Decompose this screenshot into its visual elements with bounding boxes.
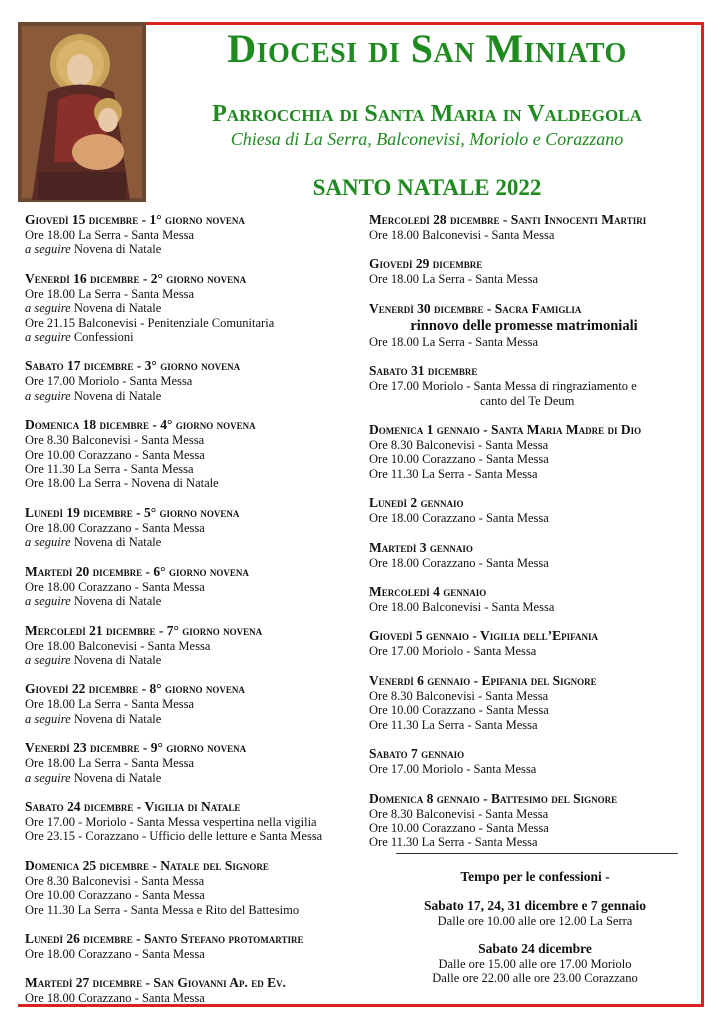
schedule-entry — [25, 212, 355, 257]
entry-line: Ore 17.00 Moriolo - Santa Messa — [369, 762, 537, 777]
entry-line: Ore 18.00 Corazzano - Santa Messa — [25, 991, 205, 1006]
entry-heading: Mercoledì 21 dicembre - 7° giorno novena — [25, 622, 263, 638]
seguire-text: Novena di Natale — [73, 301, 162, 316]
entry-line: Ore 18.00 Balconevisi - Santa Messa — [369, 228, 555, 242]
entry-line: Ore 18.00 La Serra - Santa Messa — [369, 272, 539, 287]
entry-line: Ore 18.00 Corazzano - Santa Messa — [369, 511, 549, 526]
entry-line: Ore 23.15 - Corazzano - Ufficio delle letture e Santa Messa — [25, 829, 323, 844]
seguire-line — [25, 653, 355, 667]
parish-title: Parrocchia di Santa Maria in Valdegola — [212, 101, 642, 127]
confession-block — [380, 941, 690, 986]
seguire-line — [25, 242, 355, 256]
entry-line: Ore 10.00 Corazzano - Santa Messa — [369, 703, 549, 718]
schedule-entry — [369, 584, 699, 614]
confession-title: Tempo per le confessioni - — [460, 869, 610, 884]
diocese-title: Diocesi di San Miniato — [227, 26, 627, 71]
schedule-entry — [369, 495, 699, 525]
entry-line: Ore 18.00 La Serra - Santa Messa — [25, 697, 195, 712]
entry-line: Ore 18.00 Balconevisi - Santa Messa — [369, 600, 555, 615]
entry-heading: Sabato 31 dicembre — [369, 363, 478, 379]
seguire-text: Novena di Natale — [73, 770, 162, 785]
confession-line: Dalle ore 15.00 alle ore 17.00 Moriolo — [438, 956, 632, 971]
schedule-entry — [369, 540, 699, 570]
entry-line: Ore 18.00 La Serra - Novena di Natale — [25, 476, 219, 491]
entry-line: canto del Te Deum — [480, 393, 575, 408]
entry-line: Ore 11.30 La Serra - Santa Messa — [369, 835, 538, 850]
confession-subtitle: Sabato 24 dicembre — [478, 940, 592, 956]
confession-subtitle: Sabato 17, 24, 31 dicembre e 7 gennaio — [423, 898, 647, 914]
entry-heading: Giovedì 5 gennaio - Vigilia dell’Epifania — [369, 628, 598, 644]
entry-line: Ore 18.00 Corazzano - Santa Messa — [25, 946, 205, 961]
entry-line: Ore 17.00 Moriolo - Santa Messa — [25, 374, 193, 389]
entry-heading: Domenica 1 gennaio - Santa Maria Madre di Dio — [369, 422, 642, 438]
entry-line: Ore 10.00 Corazzano - Santa Messa — [369, 452, 549, 467]
seguire-line — [25, 594, 355, 608]
seguire-label: a seguire — [25, 301, 71, 316]
entry-line: Ore 10.00 Corazzano - Santa Messa — [25, 888, 205, 903]
entry-line: Ore 10.00 Corazzano - Santa Messa — [25, 447, 205, 462]
seguire-label: a seguire — [25, 242, 71, 257]
entry-line: Ore 18.00 La Serra - Santa Messa — [25, 228, 195, 242]
entry-line: Ore 8.30 Balconevisi - Santa Messa — [25, 873, 205, 888]
entry-line: Ore 11.30 La Serra - Santa Messa — [369, 717, 538, 732]
schedule-entry — [369, 422, 699, 481]
schedule-entry — [25, 505, 355, 550]
schedule-entry — [369, 628, 699, 658]
entry-heading: Venerdì 16 dicembre - 2° giorno novena — [25, 270, 247, 286]
entry-heading: Lunedì 26 dicembre - Santo Stefano protomartire — [25, 930, 304, 946]
entry-line: Ore 21.15 Balconevisi - Penitenziale Comunitaria — [25, 315, 275, 330]
entry-heading: Venerdì 30 dicembre - Sacra Famiglia — [369, 300, 582, 316]
divider — [396, 853, 678, 854]
schedule-left-column — [25, 212, 355, 1020]
schedule-entry — [369, 301, 699, 349]
entry-heading: Giovedì 15 dicembre - 1° giorno novena — [25, 212, 245, 227]
schedule-entry — [25, 564, 355, 609]
entry-heading: Martedì 27 dicembre - San Giovanni Ap. ed Ev. — [25, 975, 287, 991]
seguire-line — [25, 389, 355, 403]
seguire-label: a seguire — [25, 711, 71, 726]
schedule-entry — [369, 791, 699, 850]
entry-heading: Giovedì 29 dicembre — [369, 256, 483, 272]
schedule-entry — [25, 858, 355, 917]
event-title: SANTO NATALE 2022 — [312, 175, 542, 200]
seguire-label: a seguire — [25, 330, 71, 345]
schedule-entry — [25, 740, 355, 785]
entry-line: Ore 17.00 - Moriolo - Santa Messa vespertina nella vigilia — [25, 814, 317, 829]
entry-line: Ore 17.00 Moriolo - Santa Messa di ringraziamento e — [369, 379, 637, 394]
schedule-entry — [369, 212, 699, 242]
entry-line: Ore 10.00 Corazzano - Santa Messa — [369, 820, 549, 835]
schedule-entry — [369, 363, 699, 408]
entry-line: Ore 18.00 La Serra - Santa Messa — [369, 334, 539, 349]
entry-line: Ore 18.00 La Serra - Santa Messa — [25, 286, 195, 301]
schedule-entry — [25, 799, 355, 844]
schedule-entry — [25, 271, 355, 345]
confession-line: Dalle ore 10.00 alle ore 12.00 La Serra — [437, 914, 633, 929]
entry-heading: Martedì 3 gennaio — [369, 539, 473, 555]
entry-line: Ore 18.00 Corazzano - Santa Messa — [25, 520, 205, 535]
entry-heading: Sabato 7 gennaio — [369, 746, 465, 762]
header — [160, 26, 694, 202]
seguire-label: a seguire — [25, 652, 71, 667]
seguire-line — [25, 535, 355, 549]
seguire-label: a seguire — [25, 535, 71, 550]
seguire-text: Novena di Natale — [73, 535, 162, 550]
schedule-entry — [369, 746, 699, 776]
schedule-entry — [369, 256, 699, 286]
seguire-text: Novena di Natale — [73, 711, 162, 726]
seguire-text: Novena di Natale — [73, 388, 162, 403]
entry-heading: Lunedì 19 dicembre - 5° giorno novena — [25, 504, 240, 520]
seguire-label: a seguire — [25, 770, 71, 785]
entry-line: Ore 11.30 La Serra - Santa Messa — [25, 462, 194, 477]
entry-heading: Domenica 8 gennaio - Battesimo del Signore — [369, 790, 618, 806]
entry-heading: Venerdì 6 gennaio - Epifania del Signore — [369, 672, 597, 688]
entry-line: Ore 8.30 Balconevisi - Santa Messa — [25, 433, 205, 448]
seguire-line — [25, 712, 355, 726]
confession-section — [380, 870, 690, 998]
entry-heading: Martedì 20 dicembre - 6° giorno novena — [25, 563, 249, 579]
entry-line: Ore 8.30 Balconevisi - Santa Messa — [369, 806, 549, 821]
entry-heading: Lunedì 2 gennaio — [369, 495, 464, 511]
entry-heading: Giovedì 22 dicembre - 8° giorno novena — [25, 681, 245, 697]
schedule-right-column — [369, 212, 699, 864]
entry-line: Ore 11.30 La Serra - Santa Messa — [369, 466, 538, 481]
schedule-entry — [25, 975, 355, 1005]
schedule-entry — [25, 417, 355, 491]
schedule-entry — [25, 681, 355, 726]
seguire-label: a seguire — [25, 594, 71, 609]
entry-line: Ore 18.00 La Serra - Santa Messa — [25, 756, 195, 771]
madonna-icon-image — [18, 22, 146, 202]
seguire-text: Novena di Natale — [73, 594, 162, 609]
entry-line: Ore 17.00 Moriolo - Santa Messa — [369, 644, 537, 659]
entry-heading: Venerdì 23 dicembre - 9° giorno novena — [25, 740, 247, 756]
schedule-entry — [25, 931, 355, 961]
entry-heading: Domenica 25 dicembre - Natale del Signore — [25, 857, 269, 873]
entry-line: Ore 18.00 Corazzano - Santa Messa — [25, 579, 205, 594]
confession-line: Dalle ore 22.00 alle ore 23.00 Corazzano — [432, 971, 638, 986]
schedule-entry — [25, 358, 355, 403]
entry-line: Ore 18.00 Corazzano - Santa Messa — [369, 555, 549, 570]
schedule-entry — [369, 673, 699, 732]
seguire-label: a seguire — [25, 388, 71, 403]
entry-heading: Domenica 18 dicembre - 4° giorno novena — [25, 417, 256, 433]
entry-heading: Sabato 24 dicembre - Vigilia di Natale — [25, 798, 241, 814]
entry-heading: Sabato 17 dicembre - 3° giorno novena — [25, 358, 241, 374]
entry-line: Ore 18.00 Balconevisi - Santa Messa — [25, 638, 211, 653]
entry-heading: Mercoledì 4 gennaio — [369, 584, 487, 600]
entry-line: Ore 8.30 Balconevisi - Santa Messa — [369, 438, 549, 453]
seguire-text: Novena di Natale — [73, 652, 162, 667]
seguire-line — [25, 771, 355, 785]
seguire-text: Confessioni — [73, 330, 134, 345]
seguire-line — [25, 301, 355, 315]
churches-subtitle: Chiesa di La Serra, Balconevisi, Moriolo e Corazzano — [230, 129, 624, 149]
entry-line: Ore 11.30 La Serra - Santa Messa e Rito del Battesimo — [25, 902, 300, 917]
confession-block — [380, 898, 690, 928]
schedule-entry — [25, 623, 355, 668]
entry-line: Ore 8.30 Balconevisi - Santa Messa — [369, 688, 549, 703]
seguire-line — [25, 330, 355, 344]
entry-note: rinnovo delle promesse matrimoniali — [410, 317, 638, 334]
seguire-text: Novena di Natale — [73, 242, 162, 257]
entry-heading: Mercoledì 28 dicembre - Santi Innocenti Martiri — [369, 212, 647, 227]
